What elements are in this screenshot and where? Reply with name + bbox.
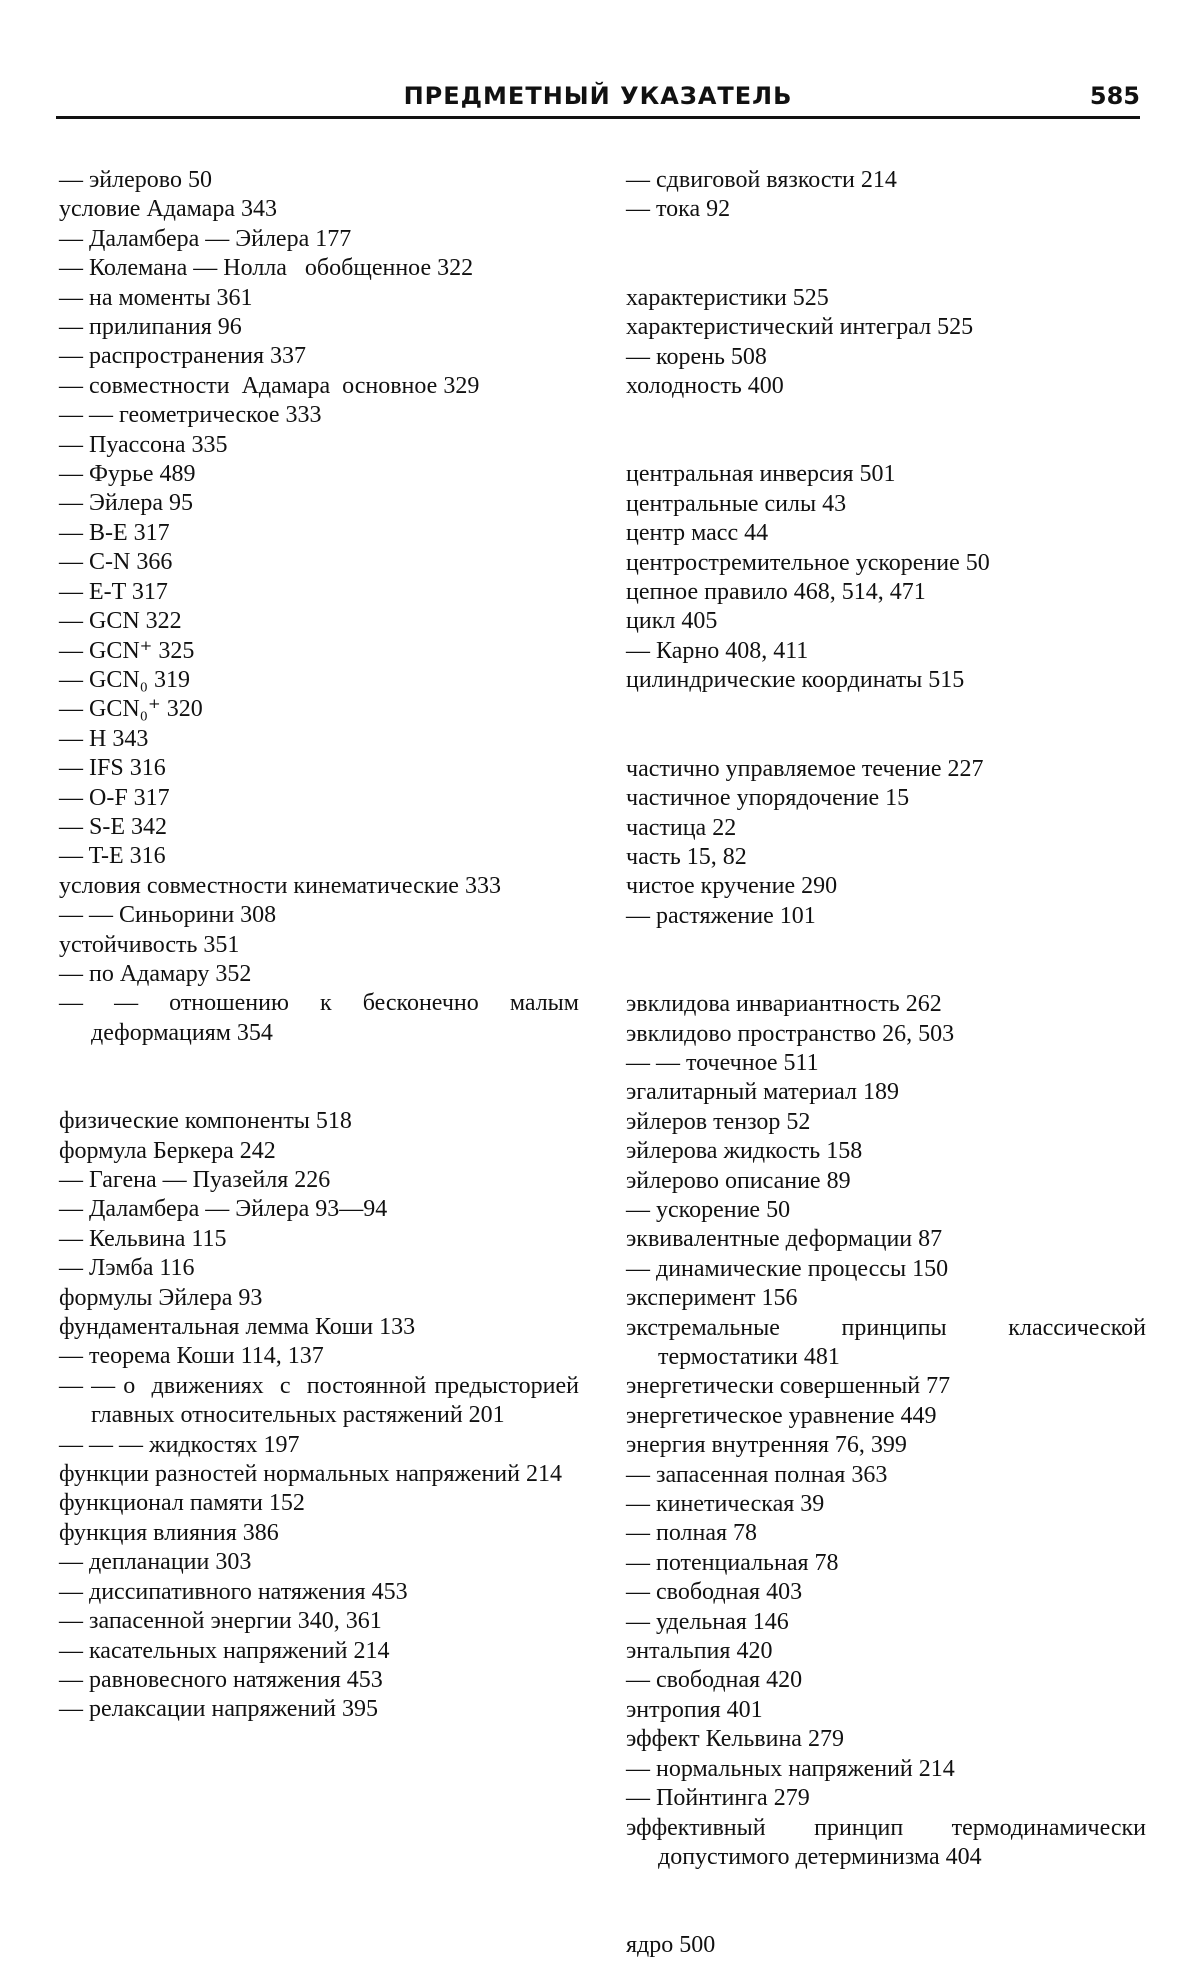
- index-entry: эффект Кельвина 279: [626, 1726, 844, 1753]
- index-entry: — депланации 303: [59, 1549, 252, 1576]
- index-entry: — H 343: [59, 725, 149, 752]
- index-entry: центральные силы 43: [626, 490, 847, 517]
- index-entry: — — отношению к бесконечно малым деформациям 354: [59, 990, 585, 1046]
- index-entry: чистое кручение 290: [626, 873, 838, 900]
- index-entry: — на моменты 361: [59, 284, 253, 311]
- index-entry: — теорема Коши 114, 137: [59, 1343, 324, 1370]
- index-entry: часть 15, 82: [626, 843, 747, 870]
- index-entry: частица 22: [626, 814, 737, 841]
- index-entry: функции разностей нормальных напряжений 214: [59, 1461, 562, 1488]
- index-entry: эквивалентные деформации 87: [626, 1226, 943, 1253]
- index-entry: формула Беркера 242: [59, 1137, 276, 1164]
- index-entry: цикл 405: [626, 608, 718, 635]
- index-entry: — диссипативного натяжения 453: [59, 1578, 408, 1605]
- index-entry: — — точечное 511: [626, 1049, 819, 1076]
- section-gap: [59, 1048, 579, 1107]
- index-entry: функция влияния 386: [59, 1519, 279, 1546]
- index-entry: — Даламбера — Эйлера 177: [59, 225, 352, 252]
- index-entry: цилиндрические координаты 515: [626, 667, 965, 694]
- index-entry: энтропия 401: [626, 1696, 763, 1723]
- index-entry: — GCN 322: [59, 608, 182, 635]
- index-entry: устойчивость 351: [59, 931, 240, 958]
- index-entry: — ускорение 50: [626, 1196, 791, 1223]
- index-entry: эйлеров тензор 52: [626, 1108, 811, 1135]
- index-entry: — O-F 317: [59, 784, 170, 811]
- index-entry: фундаментальная лемма Коши 133: [59, 1314, 416, 1341]
- index-entry: условие Адамара 343: [59, 196, 277, 223]
- index-entry: частично управляемое течение 227: [626, 755, 984, 782]
- index-entry: эйлерова жидкость 158: [626, 1138, 863, 1165]
- index-entry: — S-E 342: [59, 813, 167, 840]
- index-entry: центростремительное ускорение 50: [626, 549, 990, 576]
- index-entry: энергетическое уравнение 449: [626, 1402, 937, 1429]
- index-entry: — Гагена — Пуазейля 226: [59, 1167, 331, 1193]
- index-entry: — удельная 146: [626, 1608, 789, 1635]
- index-entry: частичное упорядочение 15: [626, 785, 910, 812]
- header-title: ПРЕДМЕТНЫЙ УКАЗАТЕЛЬ: [403, 82, 793, 110]
- index-entry: эффективный принцип термодинамически допустимого детерминизма 404: [626, 1814, 1152, 1870]
- index-column-left: [59, 166, 585, 1725]
- index-entry: эвклидово пространство 26, 503: [626, 1020, 955, 1047]
- section-gap: [626, 696, 1146, 755]
- index-entry: — кинетическая 39: [626, 1491, 825, 1518]
- index-entry: — запасенная полная 363: [626, 1461, 888, 1488]
- index-entry: — IFS 316: [59, 755, 166, 782]
- index-entry: — растяжение 101: [626, 902, 816, 929]
- index-column-right: [626, 166, 1152, 1961]
- index-entry: — T-E 316: [59, 843, 166, 870]
- index-entry: энергия внутренняя 76, 399: [626, 1432, 907, 1459]
- index-entry: — свободная 403: [626, 1579, 803, 1606]
- index-entry: характеристический интеграл 525: [626, 314, 974, 341]
- index-entry: — GCN⁺ 325: [59, 637, 195, 664]
- index-entry: — эйлерово 50: [59, 167, 212, 193]
- index-entry: формулы Эйлера 93: [59, 1284, 263, 1311]
- index-entry: — — — жидкостях 197: [59, 1431, 300, 1458]
- index-entry: — свободная 420: [626, 1667, 803, 1694]
- index-entry: — распространения 337: [59, 343, 307, 370]
- index-entry: — — о движениях с постоянной предысторией главных относительных растяжений 201: [59, 1372, 585, 1429]
- index-entry: — по Адамару 352: [59, 960, 252, 987]
- index-entry: центральная инверсия 501: [626, 461, 896, 488]
- running-header: [56, 82, 1140, 119]
- index-entry: холодность 400: [626, 373, 784, 400]
- index-entry: — Лэмба 116: [59, 1255, 195, 1282]
- index-entry: — прилипания 96: [59, 314, 242, 341]
- index-entry: — тока 92: [626, 196, 731, 223]
- index-entry: — потенциальная 78: [626, 1549, 839, 1576]
- index-entry: энергетически совершенный 77: [626, 1373, 951, 1400]
- page-number: 585: [1089, 82, 1140, 110]
- index-entry: — Карно 408, 411: [626, 637, 809, 664]
- section-gap: [626, 225, 1146, 284]
- index-entry: — Эйлера 95: [59, 490, 193, 517]
- index-entry: центр масс 44: [626, 520, 769, 547]
- index-entry: — E-T 317: [59, 578, 168, 605]
- section-gap: [626, 931, 1146, 990]
- section-gap: [626, 1872, 1146, 1931]
- index-entry: эйлерово описание 89: [626, 1167, 851, 1194]
- index-entry: экстремальные принципы классической термостатики 481: [626, 1314, 1152, 1370]
- index-entry: — Даламбера — Эйлера 93—94: [59, 1196, 388, 1223]
- index-entry: — сдвиговой вязкости 214: [626, 167, 897, 193]
- index-entry: — GCN₀⁺ 320: [59, 696, 203, 723]
- index-entry: — запасенной энергии 340, 361: [59, 1608, 382, 1635]
- index-entry: — релаксации напряжений 395: [59, 1696, 378, 1723]
- index-entry: — касательных напряжений 214: [59, 1637, 390, 1664]
- index-entry: энтальпия 420: [626, 1638, 773, 1665]
- index-entry: — совместности Адамара основное 329: [59, 372, 480, 399]
- index-entry: эгалитарный материал 189: [626, 1079, 899, 1106]
- index-entry: условия совместности кинематические 333: [59, 872, 501, 899]
- section-gap: [626, 401, 1146, 460]
- index-entry: эвклидова инвариантность 262: [626, 991, 942, 1018]
- index-entry: — Колемана — Нолла обобщенное 322: [59, 255, 474, 282]
- index-entry: — Пуассона 335: [59, 431, 228, 458]
- index-entry: — GCN₀ 319: [59, 666, 191, 693]
- index-entry: — — Синьорини 308: [59, 902, 277, 929]
- index-entry: — B-E 317: [59, 519, 170, 546]
- index-entry: — Пойнтинга 279: [626, 1785, 810, 1812]
- index-entry: характеристики 525: [626, 284, 829, 311]
- index-entry: — нормальных напряжений 214: [626, 1755, 955, 1782]
- index-entry: ядро 500: [626, 1932, 716, 1959]
- index-entry: эксперимент 156: [626, 1285, 798, 1312]
- index-entry: цепное правило 468, 514, 471: [626, 579, 926, 606]
- index-entry: — корень 508: [626, 343, 767, 370]
- index-entry: — Фурье 489: [59, 461, 196, 488]
- index-entry: — C-N 366: [59, 549, 173, 576]
- index-entry: физические компоненты 518: [59, 1108, 352, 1135]
- index-entry: — равновесного натяжения 453: [59, 1666, 383, 1693]
- index-entry: — — геометрическое 333: [59, 402, 322, 429]
- index-entry: функционал памяти 152: [59, 1490, 305, 1517]
- index-entry: — полная 78: [626, 1520, 758, 1547]
- index-entry: — Кельвина 115: [59, 1225, 227, 1252]
- index-entry: — динамические процессы 150: [626, 1255, 949, 1282]
